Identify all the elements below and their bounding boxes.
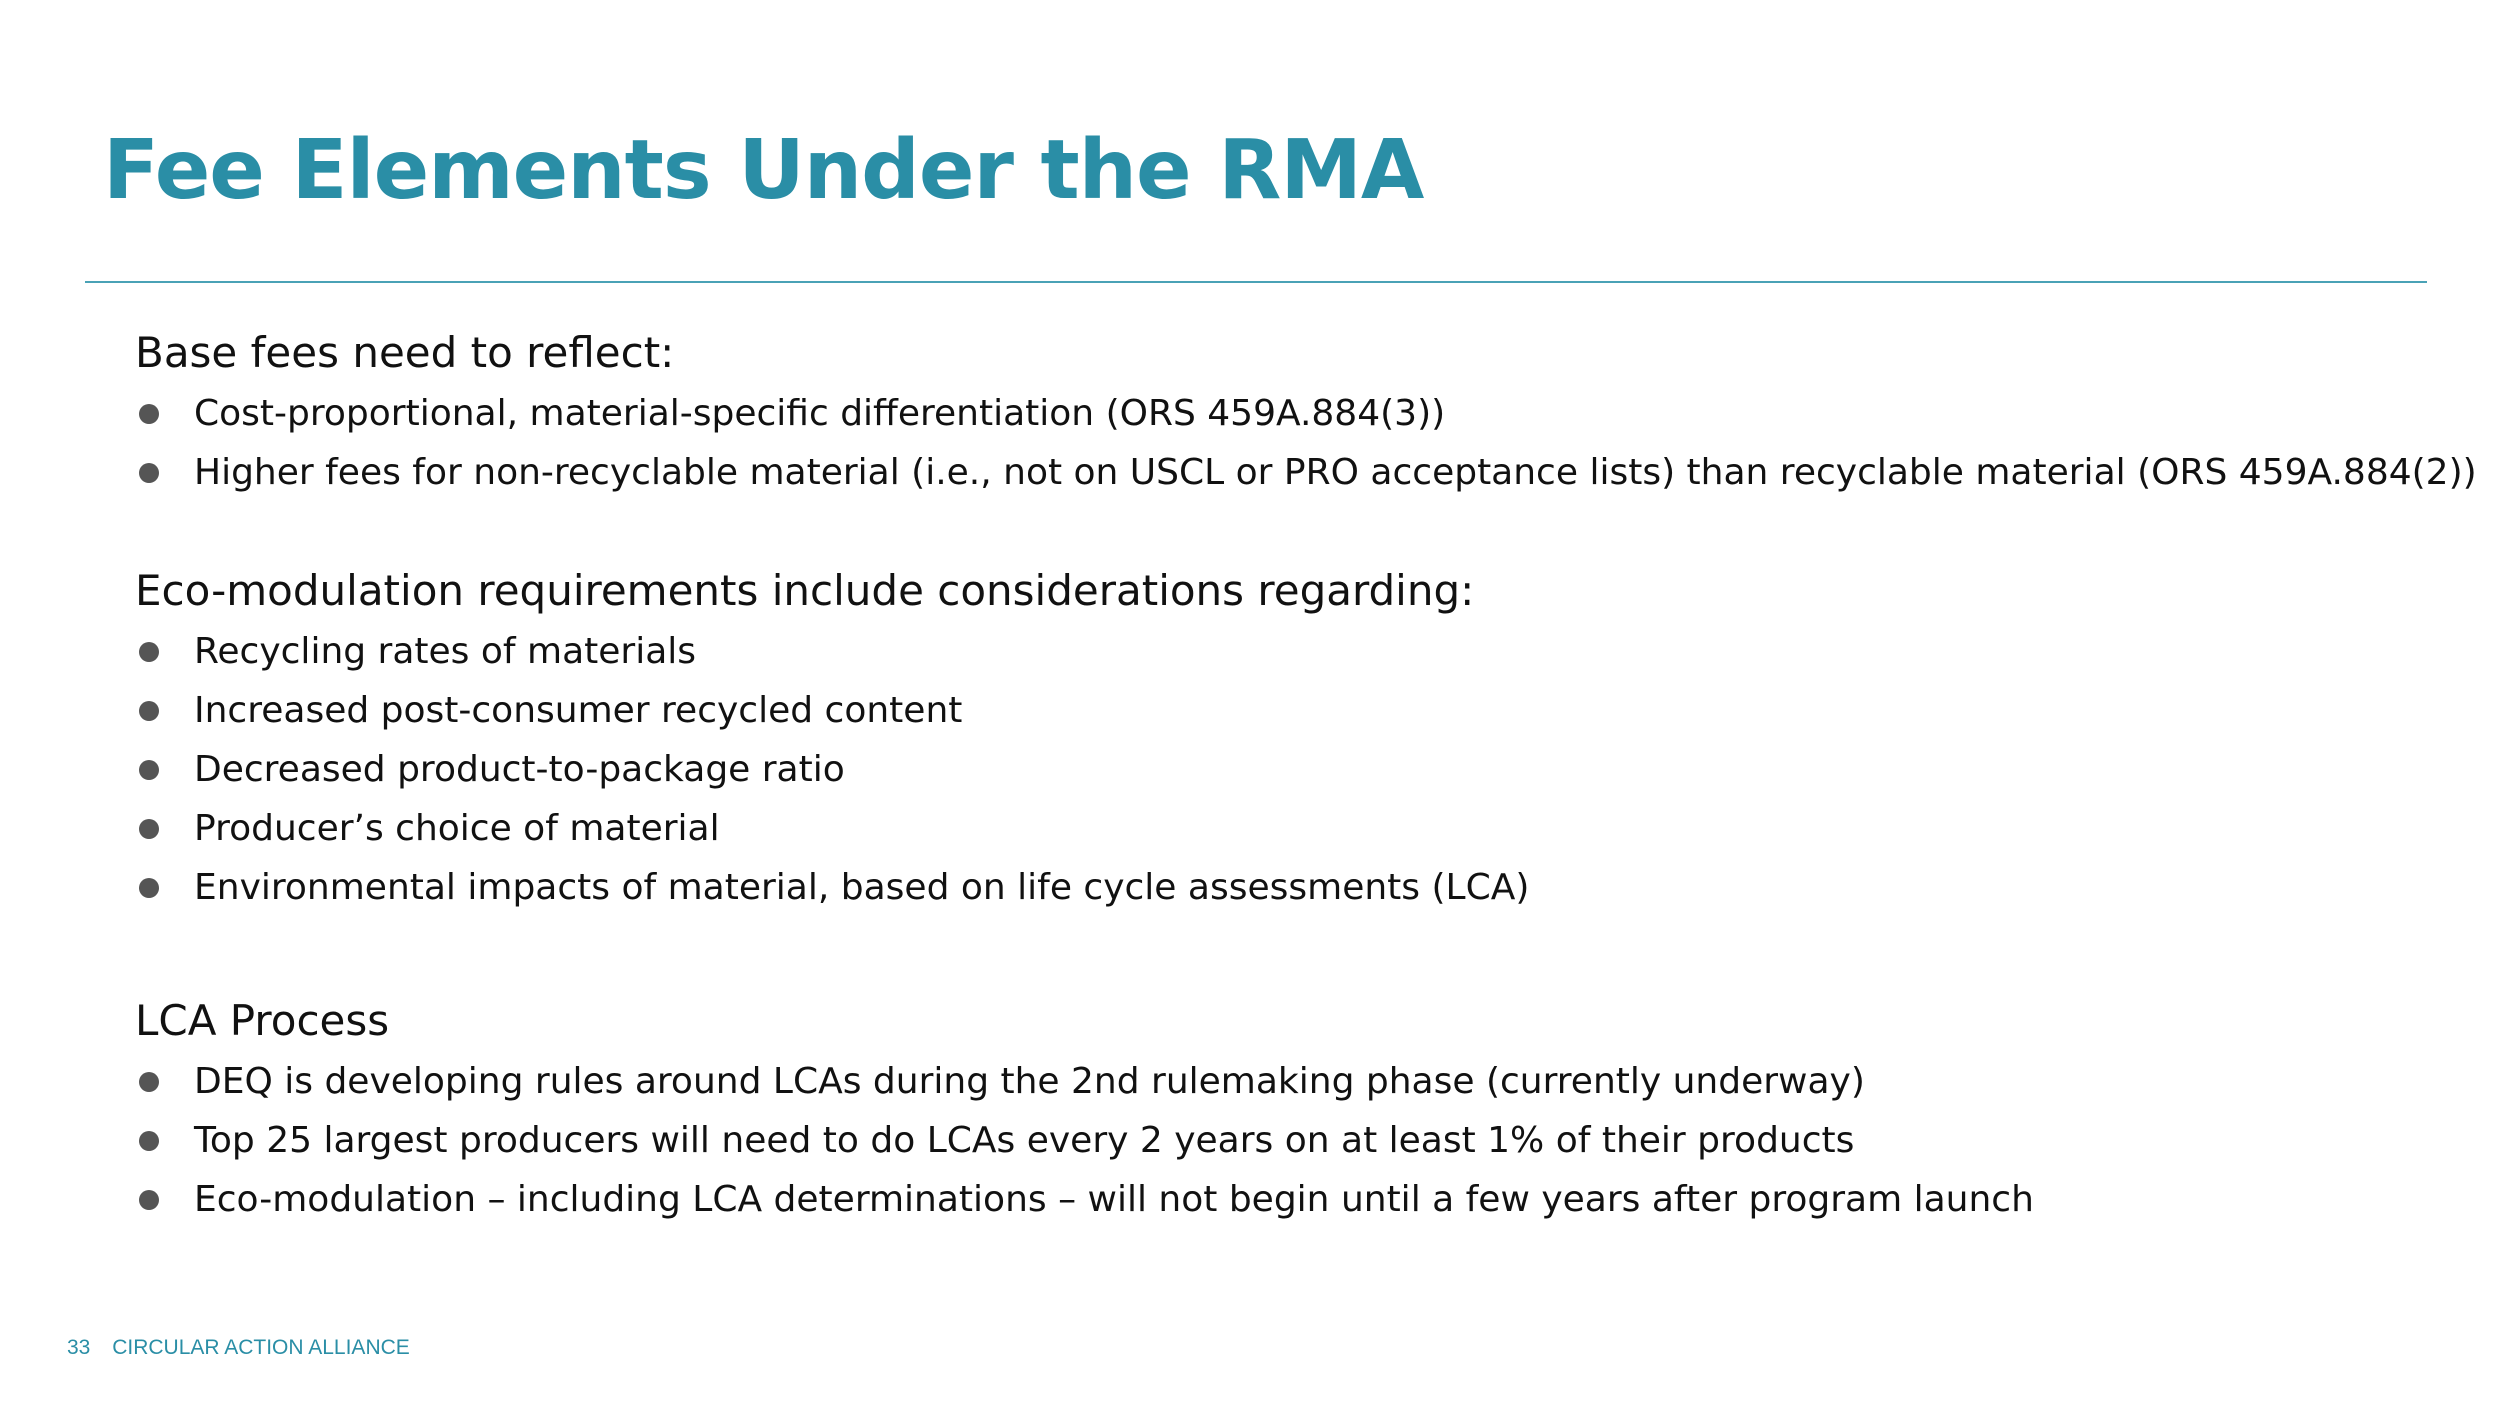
bullet-item [135,1111,2034,1170]
bullet-item [135,740,1529,799]
bullet-text: Top 25 largest producers will need to do LCAs every 2 years on at least 1% of their products [194,1120,1855,1161]
bullet-item [135,384,2477,443]
bullet-item [135,858,1529,917]
bullet-item [135,681,1529,740]
page-number: 33 [67,1336,91,1359]
footer-organization: CIRCULAR ACTION ALLIANCE [112,1336,410,1359]
bullet-text: Increased post-consumer recycled content [194,690,963,731]
bullet-text: Recycling rates of materials [194,631,697,672]
bullet-dot-icon [139,819,159,839]
bullet-list [135,1052,2034,1229]
bullet-list [135,622,1529,917]
bullet-text: DEQ is developing rules around LCAs during the 2nd rulemaking phase (currently underway) [194,1061,1865,1102]
section-heading: Eco-modulation requirements include considerations regarding: [135,566,1475,615]
slide-footer [67,1336,410,1360]
bullet-text: Environmental impacts of material, based on life cycle assessments (LCA) [194,867,1530,908]
bullet-text: Producer’s choice of material [194,808,720,849]
bullet-item [135,622,1529,681]
section-heading: LCA Process [135,996,390,1045]
bullet-text: Higher fees for non-recyclable material (i.e., not on USCL or PRO acceptance lists) than recyclable material (ORS 459A.884(2)) [194,452,2477,493]
bullet-item [135,1170,2034,1229]
section-lca-process [135,993,2034,1229]
bullet-dot-icon [139,760,159,780]
section-base-fees [135,325,2477,502]
bullet-item [135,799,1529,858]
bullet-dot-icon [139,878,159,898]
section-eco-modulation [135,563,1529,917]
bullet-dot-icon [139,463,159,483]
bullet-text: Eco-modulation – including LCA determinations – will not begin until a few years after program launch [194,1179,2034,1220]
bullet-item [135,1052,2034,1111]
bullet-text: Decreased product-to-package ratio [194,749,845,790]
bullet-list [135,384,2477,502]
title-divider [85,281,2427,283]
section-heading: Base fees need to reflect: [135,328,675,377]
bullet-dot-icon [139,1131,159,1151]
slide-title: Fee Elements Under the RMA [103,123,1424,218]
bullet-dot-icon [139,404,159,424]
bullet-dot-icon [139,1072,159,1092]
bullet-dot-icon [139,1190,159,1210]
bullet-text: Cost-proportional, material-specific differentiation (ORS 459A.884(3)) [194,393,1446,434]
bullet-item [135,443,2477,502]
bullet-dot-icon [139,701,159,721]
bullet-dot-icon [139,642,159,662]
